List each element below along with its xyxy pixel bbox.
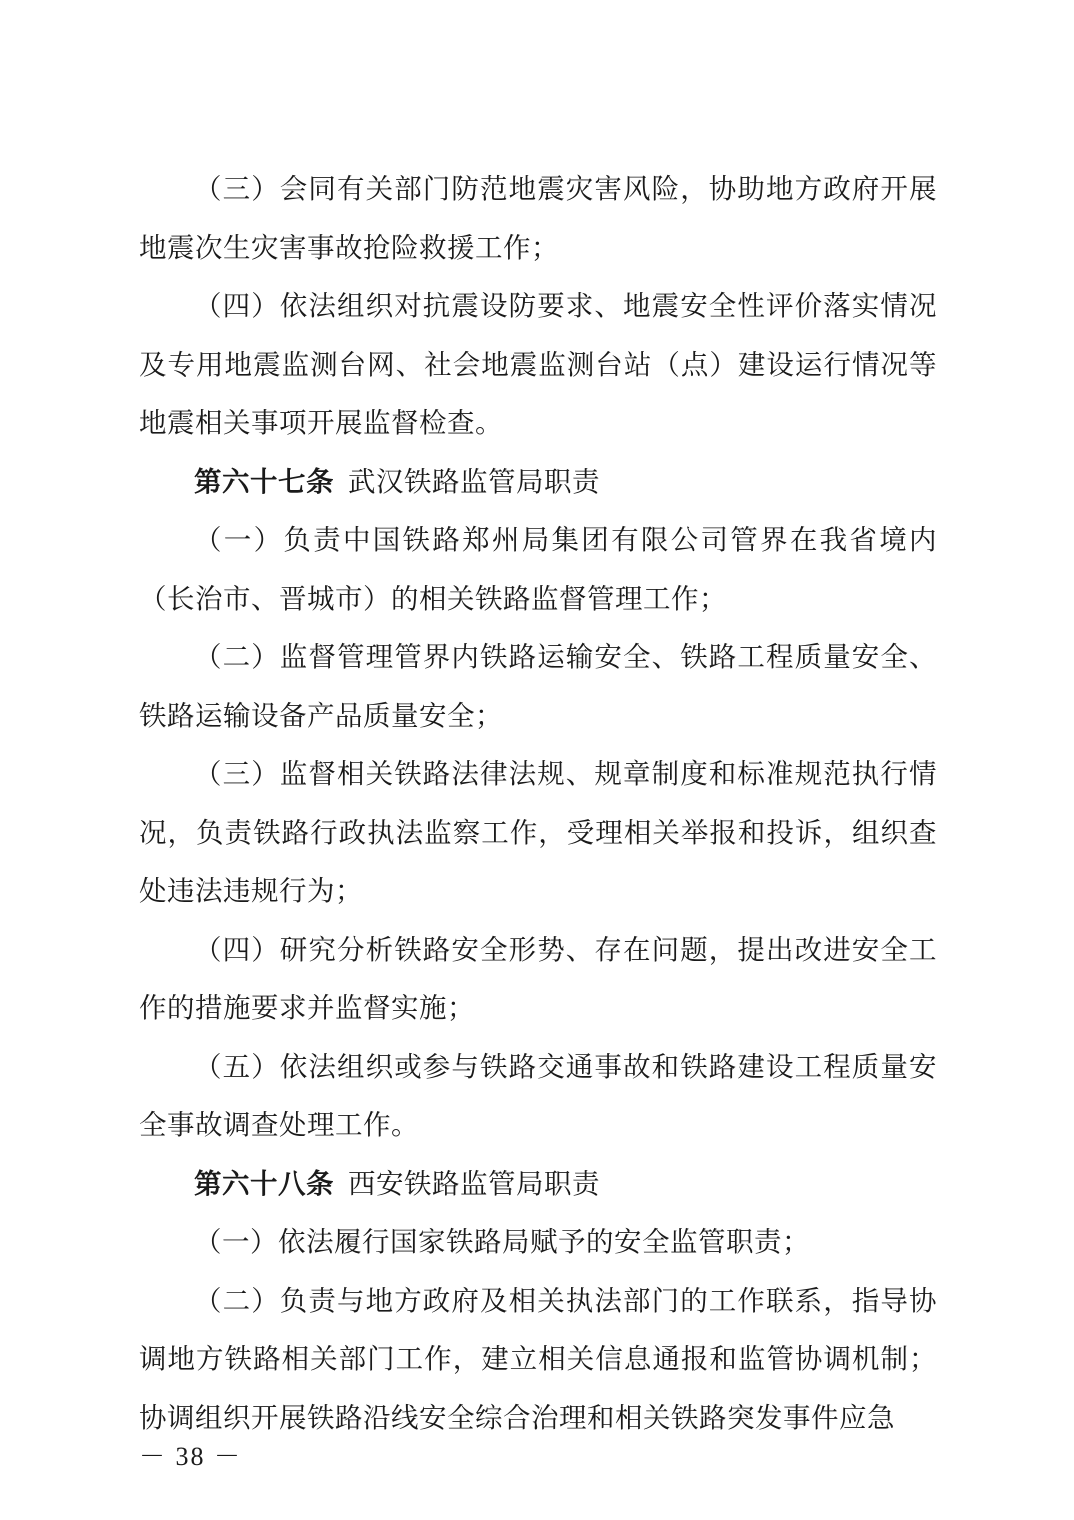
document-body bbox=[139, 160, 937, 1447]
paragraph-67-item-2: （二）监督管理管界内铁路运输安全、铁路工程质量安全、铁路运输设备产品质量安全； bbox=[139, 641, 937, 732]
paragraph-67-item-5: （五）依法组织或参与铁路交通事故和铁路建设工程质量安全事故调查处理工作。 bbox=[139, 1050, 937, 1141]
article-68-title: 西安铁路监管局职责 bbox=[348, 1167, 600, 1200]
paragraph-67-item-3: （三）监督相关铁路法律法规、规章制度和标准规范执行情况，负责铁路行政执法监察工作，受理相关举报和投诉，组织查处违法违规行为； bbox=[139, 758, 937, 907]
article-68-heading bbox=[139, 1155, 937, 1214]
article-67-number: 第六十七条 bbox=[194, 465, 334, 498]
paragraph-item-3-earthquake-risk: （三）会同有关部门防范地震灾害风险，协助地方政府开展地震次生灾害事故抢险救援工作； bbox=[139, 173, 937, 264]
article-67-title: 武汉铁路监管局职责 bbox=[348, 465, 600, 498]
article-67-heading bbox=[139, 453, 937, 512]
paragraph-68-item-1: （一）依法履行国家铁路局赋予的安全监管职责； bbox=[194, 1226, 810, 1258]
paragraph-67-item-1: （一）负责中国铁路郑州局集团有限公司管界在我省境内（长治市、晋城市）的相关铁路监督管理工作； bbox=[139, 524, 937, 615]
page-number: － 38 － bbox=[139, 1442, 243, 1471]
article-68-number: 第六十八条 bbox=[194, 1167, 334, 1200]
paragraph-67-item-4: （四）研究分析铁路安全形势、存在问题，提出改进安全工作的措施要求并监督实施； bbox=[139, 933, 937, 1024]
paragraph-item-4-earthquake-inspection: （四）依法组织对抗震设防要求、地震安全性评价落实情况及专用地震监测台网、社会地震监测台站（点）建设运行情况等地震相关事项开展监督检查。 bbox=[139, 290, 937, 439]
paragraph-68-item-2: （二）负责与地方政府及相关执法部门的工作联系，指导协调地方铁路相关部门工作，建立相关信息通报和监管协调机制；协调组织开展铁路沿线安全综合治理和相关铁路突发事件应急 bbox=[139, 1284, 937, 1434]
